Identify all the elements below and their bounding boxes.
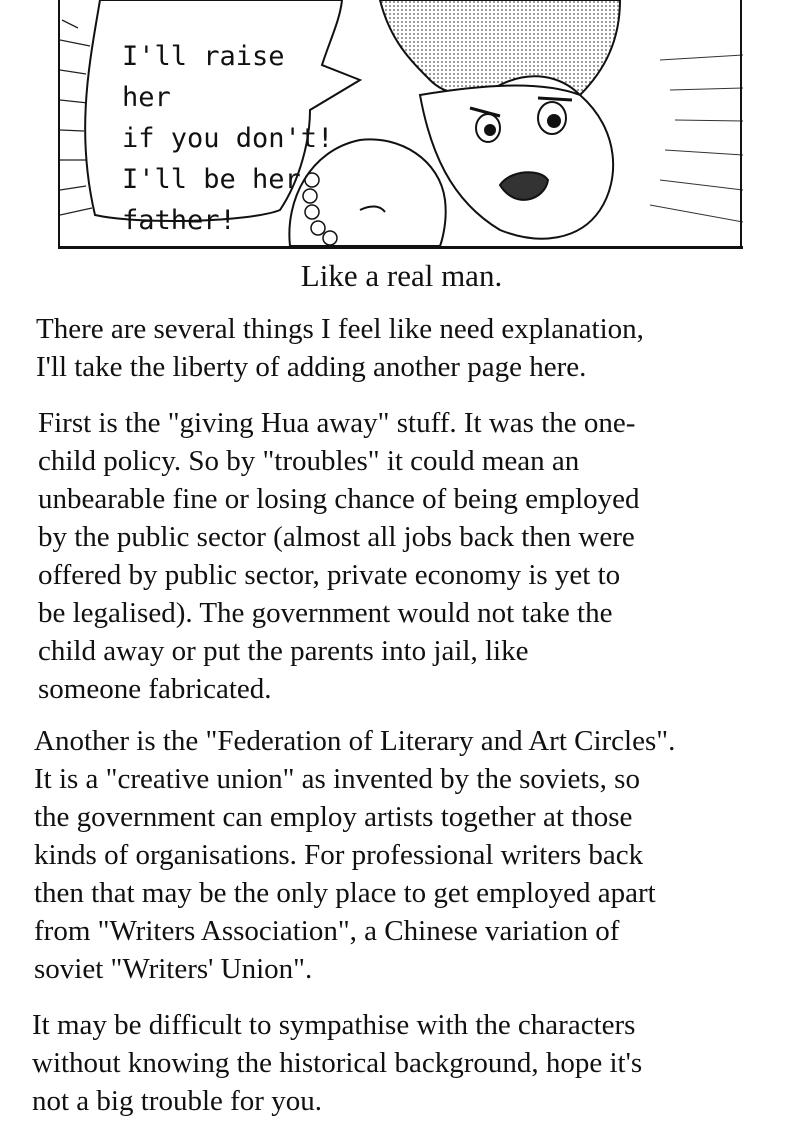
paragraph-federation: Another is the "Federation of Literary and Art Circles". It is a "creative union" as invented by the soviets, so the government can employ artists together at those kinds of organisations. For professional writers back then that may be the only place to get employed apart from "Writers Association", a Chinese variation of soviet "Writers' Union". (34, 725, 676, 985)
boy-face (420, 86, 613, 239)
panel-caption: Like a real man. (300, 258, 503, 293)
boy-hair (380, 0, 620, 95)
speech-bubble-text: I'll raise her if you don't! I'll be her father! (122, 41, 334, 236)
paragraph-one-child-policy: First is the "giving Hua away" stuff. It was the one- child policy. So by "troubles" it could mean an unbearable fine or losing chance of being employed by the public sector (almost all jobs back then were offered by public sector, private economy is yet to be legalised). The government would not take the child away or put the parents into jail, like someone fabricated. (38, 407, 640, 705)
paragraph-intro: There are several things I feel like need explanation, I'll take the liberty of adding another page here. (36, 313, 644, 383)
comic-panel (58, 0, 743, 249)
paragraph-closing: It may be difficult to sympathise with the characters without knowing the historical background, hope it's not a big trouble for you. (32, 1009, 643, 1117)
